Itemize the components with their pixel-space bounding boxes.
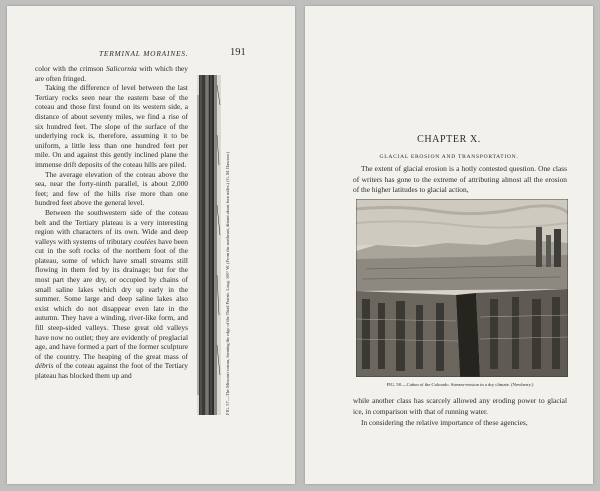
italic-term: débris (35, 361, 54, 371)
chapter-subtitle: GLACIAL EROSION AND TRANSPORTATION. (379, 154, 519, 160)
text-run: Between the southwestern side of the coteau belt and the Tertiary plateau is a very interesting region with characters of its own. Wide and deep valleys with systems of tributary (35, 207, 188, 246)
text-run: of the coteau against the foot of the Tertiary plateau has blocked them up and (35, 361, 188, 380)
chapter-title: CHAPTER X. (417, 134, 481, 145)
italic-term: Salicornia (105, 64, 137, 73)
left-page-body-text (35, 64, 188, 381)
text-run: with which they are often fringed. (35, 64, 189, 83)
canyon-illustration (356, 199, 568, 377)
body-paragraph (35, 83, 188, 169)
chapter-intro-text (353, 164, 567, 196)
page-number: 191 (230, 47, 246, 58)
missouri-coteau-illustration (197, 75, 221, 415)
text-run: have been cut in the soft rocks of the northern foot of the plateau, some of which have small streams still flowing in them fed by its drainage; but for the most part they are dry, or occupied by chains of small saline lakes which dry up early in the summer. Some large and deep saline lakes also exist which do not disappear even late in the autumn. They have a winding, river-like form, and fill steep-sided valleys. These great old valleys have now no outlet; they are evidently of preglacial age, and have formed a part of the former sculpture of the country. The heaping of the great mass of (35, 236, 188, 361)
side-figure-caption: FIG. 57.—The Missouri coteau, forming the edge of the Third Prairie. Long. 100° W. (From the northeast, distant about four miles.) (G. M. Dawson.) (225, 151, 230, 415)
intro-paragraph: The extent of glacial erosion is a hotly contested question. One class of writers has gone to the extreme of attributing almost all the erosion of the higher latitudes to glacial action, (353, 164, 567, 194)
body-paragraph: while another class has scarcely allowed any eroding power to glacial ice, in comparison with that of running water. (353, 396, 567, 416)
text-run: The average elevation of the coteau above the sea, near the forty-ninth parallel, is about 2,000 feet; and few of the hills rise more than one hundred feet above the general level. (35, 169, 188, 208)
text-run: color with the crimson (35, 64, 106, 73)
text-run: Taking the difference of level between the last Tertiary rocks seen near the eastern base of the coteau and those first found on its western side, a distance of about seventy miles, we find a rise of six hundred feet. The slope of the surface of the underlying rock is, therefore, assuming it to be uniform, a little less than one hundred feet per mile. On and against this gently inclined plane the immense drift deposits of the coteau hills are piled. (35, 83, 188, 169)
chapter-continuation-text (353, 396, 567, 428)
figure-caption: FIG. 58.—Cañon of the Colorado. Stream-erosion in a dry climate. (Newberry.) (386, 382, 534, 387)
right-page (305, 6, 593, 484)
body-paragraph (35, 64, 188, 83)
body-paragraph (35, 208, 188, 381)
body-paragraph: In considering the relative importance of these agencies, (361, 417, 528, 427)
running-head: TERMINAL MORAINES. (99, 49, 189, 58)
italic-term: coulées (133, 236, 157, 246)
left-page (7, 6, 295, 484)
body-paragraph (35, 170, 188, 208)
